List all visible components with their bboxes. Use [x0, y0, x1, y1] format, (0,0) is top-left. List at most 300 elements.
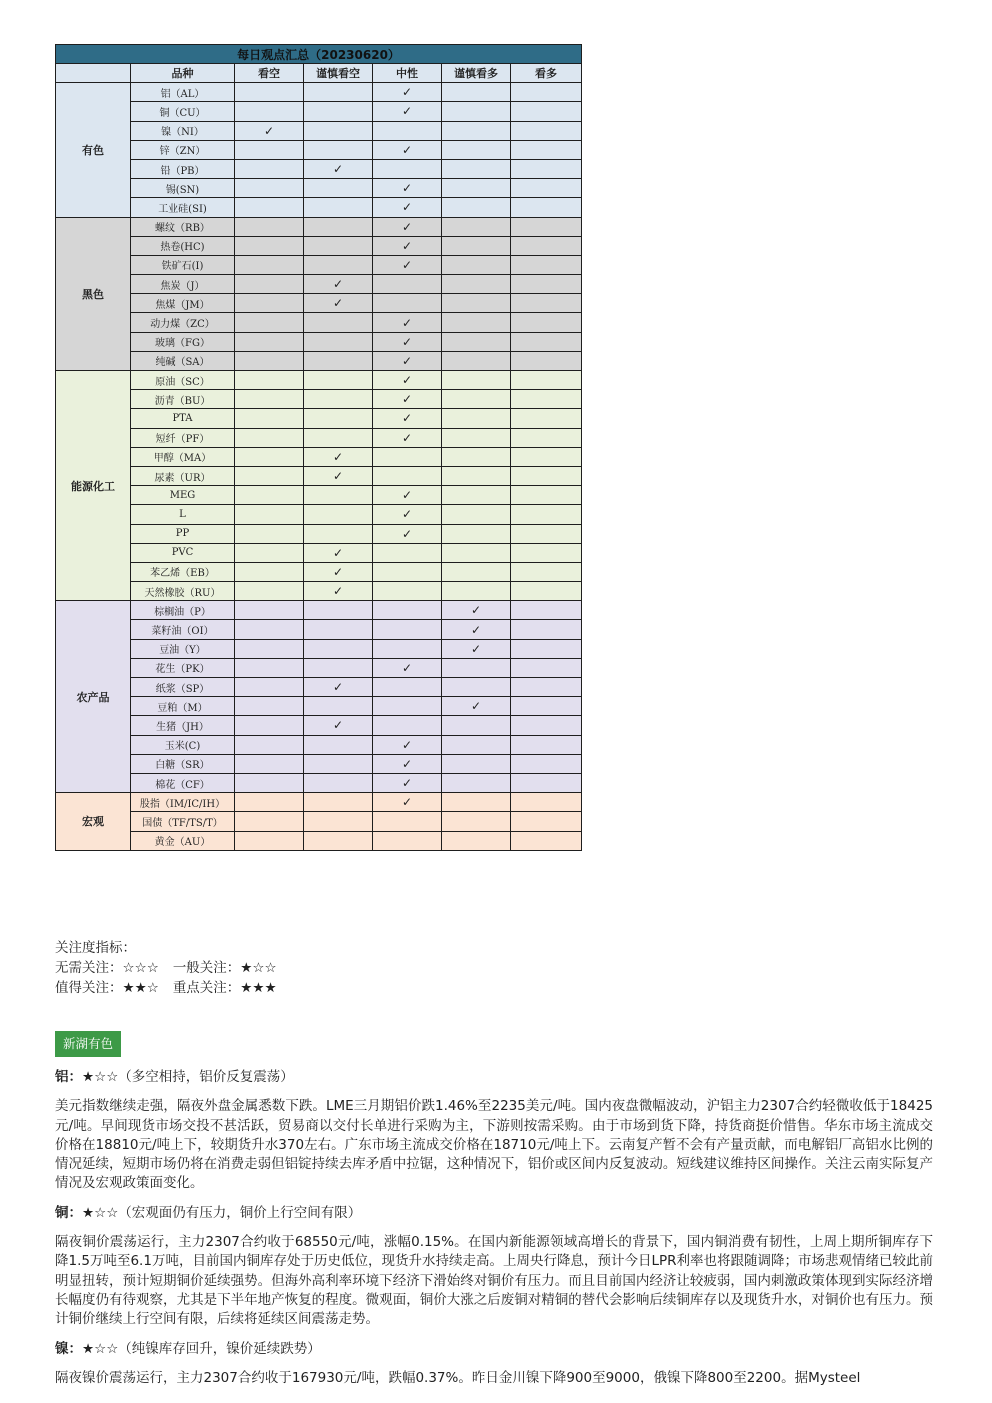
table-row [56, 217, 582, 236]
view-cell [304, 332, 373, 351]
commodity-name: 镍（NI） [131, 121, 235, 140]
category-label: 黑色 [56, 217, 131, 371]
view-cell [511, 140, 582, 159]
check-mark-icon: ✓ [304, 466, 373, 485]
view-cell [304, 754, 373, 773]
view-cell [442, 332, 511, 351]
commodity-name: PTA [131, 409, 235, 428]
check-mark-icon: ✓ [373, 179, 442, 198]
view-cell [511, 447, 582, 466]
view-cell [511, 313, 582, 332]
article-rating: ★☆☆（纯镍库存回升，镍价延续跌势） [82, 1340, 321, 1357]
check-mark-icon: ✓ [373, 140, 442, 159]
view-cell [235, 466, 304, 485]
commodity-name: 螺纹（RB） [131, 217, 235, 236]
table-row [56, 582, 582, 601]
view-cell [511, 543, 582, 562]
commodity-name: 玻璃（FG） [131, 332, 235, 351]
check-mark-icon: ✓ [373, 735, 442, 754]
check-mark-icon: ✓ [373, 658, 442, 677]
view-cell [373, 812, 442, 831]
view-cell [235, 313, 304, 332]
view-cell [235, 236, 304, 255]
view-cell [511, 371, 582, 390]
view-cell [235, 102, 304, 121]
view-cell [304, 121, 373, 140]
view-cell [511, 658, 582, 677]
commodity-name: 白糖（SR） [131, 754, 235, 773]
view-cell [235, 620, 304, 639]
view-cell [442, 121, 511, 140]
article-rating: ★☆☆（多空相持，铝价反复震荡） [82, 1069, 294, 1085]
view-cell [442, 371, 511, 390]
view-cell [442, 351, 511, 370]
table-row [56, 236, 582, 255]
view-cell [373, 716, 442, 735]
commodity-name: MEG [131, 486, 235, 505]
view-cell [235, 140, 304, 159]
view-cell [235, 735, 304, 754]
view-cell [235, 754, 304, 773]
view-cell [235, 486, 304, 505]
column-header: 谨慎看多 [442, 64, 511, 83]
view-cell [442, 428, 511, 447]
view-cell [511, 198, 582, 217]
view-cell [511, 716, 582, 735]
check-mark-icon: ✓ [235, 121, 304, 140]
table-row [56, 793, 582, 812]
view-cell [442, 140, 511, 159]
commodity-name: 锡(SN) [131, 179, 235, 198]
view-cell [235, 773, 304, 792]
table-row [56, 697, 582, 716]
view-cell [373, 678, 442, 697]
view-cell [511, 562, 582, 581]
view-cell [511, 102, 582, 121]
view-cell [235, 793, 304, 812]
table-row [56, 83, 582, 102]
article-body: 美元指数继续走强，隔夜外盘金属悉数下跌。LME三月期铝价跌1.46%至2235美元/吨。国内夜盘微幅波动，沪铝主力2307合约轻微收低于18425元/吨。早间现货市场交投不甚活跃，贸易商以交付长单进行采购为主，下游则按需采购。由于市场到货下降，持货商挺价惜售。华东市场主流成交价格在18810元/吨上下，较期货升水370左右。广东市场主流成交价格在18710元/吨上下。云南复产暂不会有产量贡献，而电解铝厂高铝水比例的情况延续，短期市场仍将在消费走弱但铝锭持续去库矛盾中拉锯，这种情况下，铝价或区间内反复波动。短线建议维持区间操作。关注云南实际复产情况及宏观政策面变化。 [55, 1098, 933, 1192]
view-cell [511, 159, 582, 178]
view-cell [235, 524, 304, 543]
view-cell [304, 102, 373, 121]
view-cell [511, 735, 582, 754]
section-tag: 新湖有色 [55, 1031, 121, 1057]
view-cell [235, 83, 304, 102]
view-cell [373, 620, 442, 639]
commodity-name: 甲醇（MA） [131, 447, 235, 466]
view-cell [442, 466, 511, 485]
table-row [56, 678, 582, 697]
article-heading [55, 1068, 933, 1087]
commodity-name: 菜籽油（OI） [131, 620, 235, 639]
column-header: 中性 [373, 64, 442, 83]
view-cell [373, 562, 442, 581]
view-cell [304, 620, 373, 639]
table-row [56, 179, 582, 198]
check-mark-icon: ✓ [373, 313, 442, 332]
table-row [56, 159, 582, 178]
view-cell [373, 275, 442, 294]
view-cell [511, 217, 582, 236]
commodity-name: 工业硅(SI) [131, 198, 235, 217]
check-mark-icon: ✓ [373, 409, 442, 428]
table-row [56, 524, 582, 543]
view-cell [304, 524, 373, 543]
commodity-name: 沥青（BU） [131, 390, 235, 409]
commodity-name: 天然橡胶（RU） [131, 582, 235, 601]
view-cell [304, 831, 373, 850]
table-row [56, 351, 582, 370]
view-cell [235, 409, 304, 428]
check-mark-icon: ✓ [373, 332, 442, 351]
view-cell [373, 447, 442, 466]
view-cell [304, 773, 373, 792]
legend-item: 无需关注：☆☆☆ [55, 960, 159, 976]
category-label: 农产品 [56, 601, 131, 793]
article-body: 隔夜铜价震荡运行，主力2307合约收于68550元/吨，涨幅0.15%。在国内新能源领域高增长的背景下，国内铜消费有韧性，上周上期所铜库存下降1.5万吨至6.1万吨，目前国内铜库存处于历史低位，现货升水持续走高。上周央行降息，预计今日LPR利率也将跟随调降；市场悲观情绪已较此前明显扭转，预计短期铜价延续强势。但海外高利率环境下经济下滑始终对铜价有压力。而且目前国内经济让较疲弱，国内刺激政策体现到实际经济增长幅度仍有待观察，尤其是下半年地产恢复的程度。微观面，铜价大涨之后废铜对精铜的替代会影响后续铜库存以及现货升水，对铜价也有压力。预计铜价继续上行空间有限，后续将延续区间震荡走势。 [55, 1234, 933, 1328]
view-cell [511, 486, 582, 505]
article-heading [55, 1340, 933, 1359]
column-header: 品种 [131, 64, 235, 83]
view-cell [442, 524, 511, 543]
attention-legend [55, 938, 277, 998]
view-cell [511, 524, 582, 543]
check-mark-icon: ✓ [373, 486, 442, 505]
article-name: 镍： [55, 1340, 82, 1357]
view-cell [304, 697, 373, 716]
view-cell [373, 697, 442, 716]
legend-item: 值得关注：★★☆ [55, 980, 159, 996]
view-cell [511, 812, 582, 831]
table-title: 每日观点汇总（20230620） [56, 45, 582, 64]
view-cell [235, 697, 304, 716]
view-cell [442, 735, 511, 754]
view-cell [442, 313, 511, 332]
table-row [56, 658, 582, 677]
view-cell [442, 658, 511, 677]
check-mark-icon: ✓ [442, 697, 511, 716]
check-mark-icon: ✓ [304, 716, 373, 735]
view-cell [442, 562, 511, 581]
table-row [56, 255, 582, 274]
view-cell [235, 275, 304, 294]
view-cell [442, 294, 511, 313]
commodity-name: 铅（PB） [131, 159, 235, 178]
view-cell [442, 716, 511, 735]
commodity-name: 花生（PK） [131, 658, 235, 677]
view-cell [511, 351, 582, 370]
commodity-name: 生猪（JH） [131, 716, 235, 735]
commodity-name: 国债（TF/TS/T） [131, 812, 235, 831]
view-cell [442, 486, 511, 505]
commodity-name: 苯乙烯（EB） [131, 562, 235, 581]
check-mark-icon: ✓ [304, 159, 373, 178]
check-mark-icon: ✓ [304, 447, 373, 466]
commodity-name: L [131, 505, 235, 524]
view-cell [442, 582, 511, 601]
view-cell [235, 582, 304, 601]
view-cell [373, 543, 442, 562]
view-cell [235, 543, 304, 562]
view-cell [442, 793, 511, 812]
view-cell [442, 543, 511, 562]
commodity-name: 铜（CU） [131, 102, 235, 121]
commodity-name: 焦煤（JM） [131, 294, 235, 313]
category-label: 能源化工 [56, 371, 131, 601]
view-cell [442, 83, 511, 102]
view-cell [442, 390, 511, 409]
column-header: 看空 [235, 64, 304, 83]
view-cell [442, 159, 511, 178]
table-row [56, 754, 582, 773]
table-row [56, 466, 582, 485]
view-cell [373, 582, 442, 601]
article-body: 隔夜镍价震荡运行，主力2307合约收于167930元/吨，跌幅0.37%。昨日金川镍下降900至9000，俄镍下降800至2200。据Mysteel [55, 1369, 861, 1386]
view-cell [442, 198, 511, 217]
view-cell [511, 466, 582, 485]
commodity-name: PVC [131, 543, 235, 562]
table-row [56, 620, 582, 639]
view-cell [235, 639, 304, 658]
check-mark-icon: ✓ [373, 754, 442, 773]
view-cell [442, 754, 511, 773]
commodity-name: 纸浆（SP） [131, 678, 235, 697]
check-mark-icon: ✓ [304, 543, 373, 562]
view-cell [235, 831, 304, 850]
view-cell [373, 159, 442, 178]
view-cell [304, 735, 373, 754]
view-cell [235, 562, 304, 581]
commodity-name: 原油（SC） [131, 371, 235, 390]
view-cell [304, 428, 373, 447]
commodity-name: 玉米(C) [131, 735, 235, 754]
view-cell [304, 486, 373, 505]
table-row [56, 562, 582, 581]
view-cell [235, 505, 304, 524]
table-row [56, 294, 582, 313]
view-cell [511, 332, 582, 351]
view-cell [442, 217, 511, 236]
check-mark-icon: ✓ [373, 83, 442, 102]
view-cell [304, 83, 373, 102]
view-cell [304, 505, 373, 524]
check-mark-icon: ✓ [442, 639, 511, 658]
view-cell [511, 793, 582, 812]
view-cell [511, 390, 582, 409]
table-row [56, 735, 582, 754]
view-cell [235, 716, 304, 735]
view-cell [373, 639, 442, 658]
view-cell [304, 793, 373, 812]
view-cell [442, 505, 511, 524]
article-name: 铜： [55, 1204, 82, 1221]
table-row [56, 812, 582, 831]
commodity-name: 焦炭（J） [131, 275, 235, 294]
table-row [56, 639, 582, 658]
view-cell [442, 678, 511, 697]
view-cell [511, 678, 582, 697]
table-row [56, 716, 582, 735]
view-cell [304, 658, 373, 677]
view-cell [235, 159, 304, 178]
commodity-name: 动力煤（ZC） [131, 313, 235, 332]
view-cell [235, 255, 304, 274]
table-row [56, 313, 582, 332]
view-cell [442, 102, 511, 121]
article-name: 铝： [55, 1069, 82, 1085]
view-cell [304, 601, 373, 620]
commodity-name: 铁矿石(I) [131, 255, 235, 274]
view-cell [235, 812, 304, 831]
legend-item: 重点关注：★★★ [172, 980, 277, 996]
view-cell [235, 390, 304, 409]
table-row [56, 409, 582, 428]
view-cell [235, 332, 304, 351]
view-cell [373, 121, 442, 140]
check-mark-icon: ✓ [373, 793, 442, 812]
commodity-name: 热卷(HC) [131, 236, 235, 255]
category-label: 有色 [56, 83, 131, 217]
check-mark-icon: ✓ [373, 505, 442, 524]
view-cell [304, 255, 373, 274]
check-mark-icon: ✓ [442, 601, 511, 620]
table-row [56, 198, 582, 217]
view-cell [304, 140, 373, 159]
view-cell [304, 351, 373, 370]
table-row [56, 275, 582, 294]
commodity-name: PP [131, 524, 235, 543]
view-cell [373, 294, 442, 313]
view-cell [511, 179, 582, 198]
category-label: 宏观 [56, 793, 131, 851]
view-cell [511, 505, 582, 524]
check-mark-icon: ✓ [373, 524, 442, 543]
daily-view-summary-table [55, 44, 582, 851]
view-cell [442, 773, 511, 792]
view-cell [511, 639, 582, 658]
view-cell [304, 390, 373, 409]
view-cell [511, 275, 582, 294]
commodity-name: 尿素（UR） [131, 466, 235, 485]
view-cell [304, 313, 373, 332]
table-row [56, 102, 582, 121]
view-cell [304, 179, 373, 198]
view-cell [235, 294, 304, 313]
view-cell [373, 831, 442, 850]
table-row [56, 371, 582, 390]
view-cell [511, 620, 582, 639]
view-cell [511, 697, 582, 716]
check-mark-icon: ✓ [373, 371, 442, 390]
view-cell [235, 217, 304, 236]
view-cell [235, 428, 304, 447]
view-cell [442, 179, 511, 198]
view-cell [511, 773, 582, 792]
view-cell [235, 179, 304, 198]
view-cell [511, 409, 582, 428]
view-cell [511, 255, 582, 274]
check-mark-icon: ✓ [304, 275, 373, 294]
table-row [56, 121, 582, 140]
check-mark-icon: ✓ [373, 198, 442, 217]
table-row [56, 773, 582, 792]
view-cell [304, 639, 373, 658]
table-row [56, 428, 582, 447]
view-cell [511, 236, 582, 255]
view-cell [235, 198, 304, 217]
view-cell [511, 831, 582, 850]
view-cell [235, 678, 304, 697]
legend-title: 关注度指标： [55, 940, 136, 956]
column-header: 看多 [511, 64, 582, 83]
commodity-name: 纯碱（SA） [131, 351, 235, 370]
header-corner [56, 64, 131, 83]
commentary [55, 1068, 933, 1398]
table-row [56, 332, 582, 351]
commodity-name: 豆油（Y） [131, 639, 235, 658]
check-mark-icon: ✓ [373, 773, 442, 792]
commodity-name: 棕榈油（P） [131, 601, 235, 620]
view-cell [442, 236, 511, 255]
check-mark-icon: ✓ [373, 390, 442, 409]
check-mark-icon: ✓ [373, 102, 442, 121]
check-mark-icon: ✓ [373, 351, 442, 370]
view-cell [511, 582, 582, 601]
view-cell [235, 371, 304, 390]
view-cell [511, 294, 582, 313]
view-cell [304, 236, 373, 255]
view-cell [511, 428, 582, 447]
check-mark-icon: ✓ [373, 236, 442, 255]
view-cell [511, 754, 582, 773]
view-cell [235, 658, 304, 677]
view-cell [511, 83, 582, 102]
article-heading [55, 1204, 933, 1223]
table-row [56, 601, 582, 620]
view-cell [235, 447, 304, 466]
view-cell [442, 812, 511, 831]
legend-item: 一般关注：★☆☆ [172, 960, 277, 976]
commodity-name: 黄金（AU） [131, 831, 235, 850]
table-row [56, 486, 582, 505]
article-rating: ★☆☆（宏观面仍有压力，铜价上行空间有限） [82, 1204, 362, 1221]
table-row [56, 505, 582, 524]
view-cell [442, 447, 511, 466]
commodity-name: 股指（IM/IC/IH） [131, 793, 235, 812]
view-cell [235, 601, 304, 620]
commodity-name: 棉花（CF） [131, 773, 235, 792]
view-cell [235, 351, 304, 370]
commodity-name: 铝（AL） [131, 83, 235, 102]
view-cell [442, 831, 511, 850]
view-cell [442, 255, 511, 274]
table-row [56, 831, 582, 850]
check-mark-icon: ✓ [304, 294, 373, 313]
check-mark-icon: ✓ [373, 428, 442, 447]
view-cell [511, 121, 582, 140]
commodity-name: 短纤（PF） [131, 428, 235, 447]
check-mark-icon: ✓ [304, 562, 373, 581]
view-cell [304, 198, 373, 217]
table-row [56, 543, 582, 562]
view-cell [304, 409, 373, 428]
commodity-name: 豆粕（M） [131, 697, 235, 716]
commodity-name: 锌（ZN） [131, 140, 235, 159]
view-cell [373, 601, 442, 620]
column-header: 谨慎看空 [304, 64, 373, 83]
table-row [56, 140, 582, 159]
